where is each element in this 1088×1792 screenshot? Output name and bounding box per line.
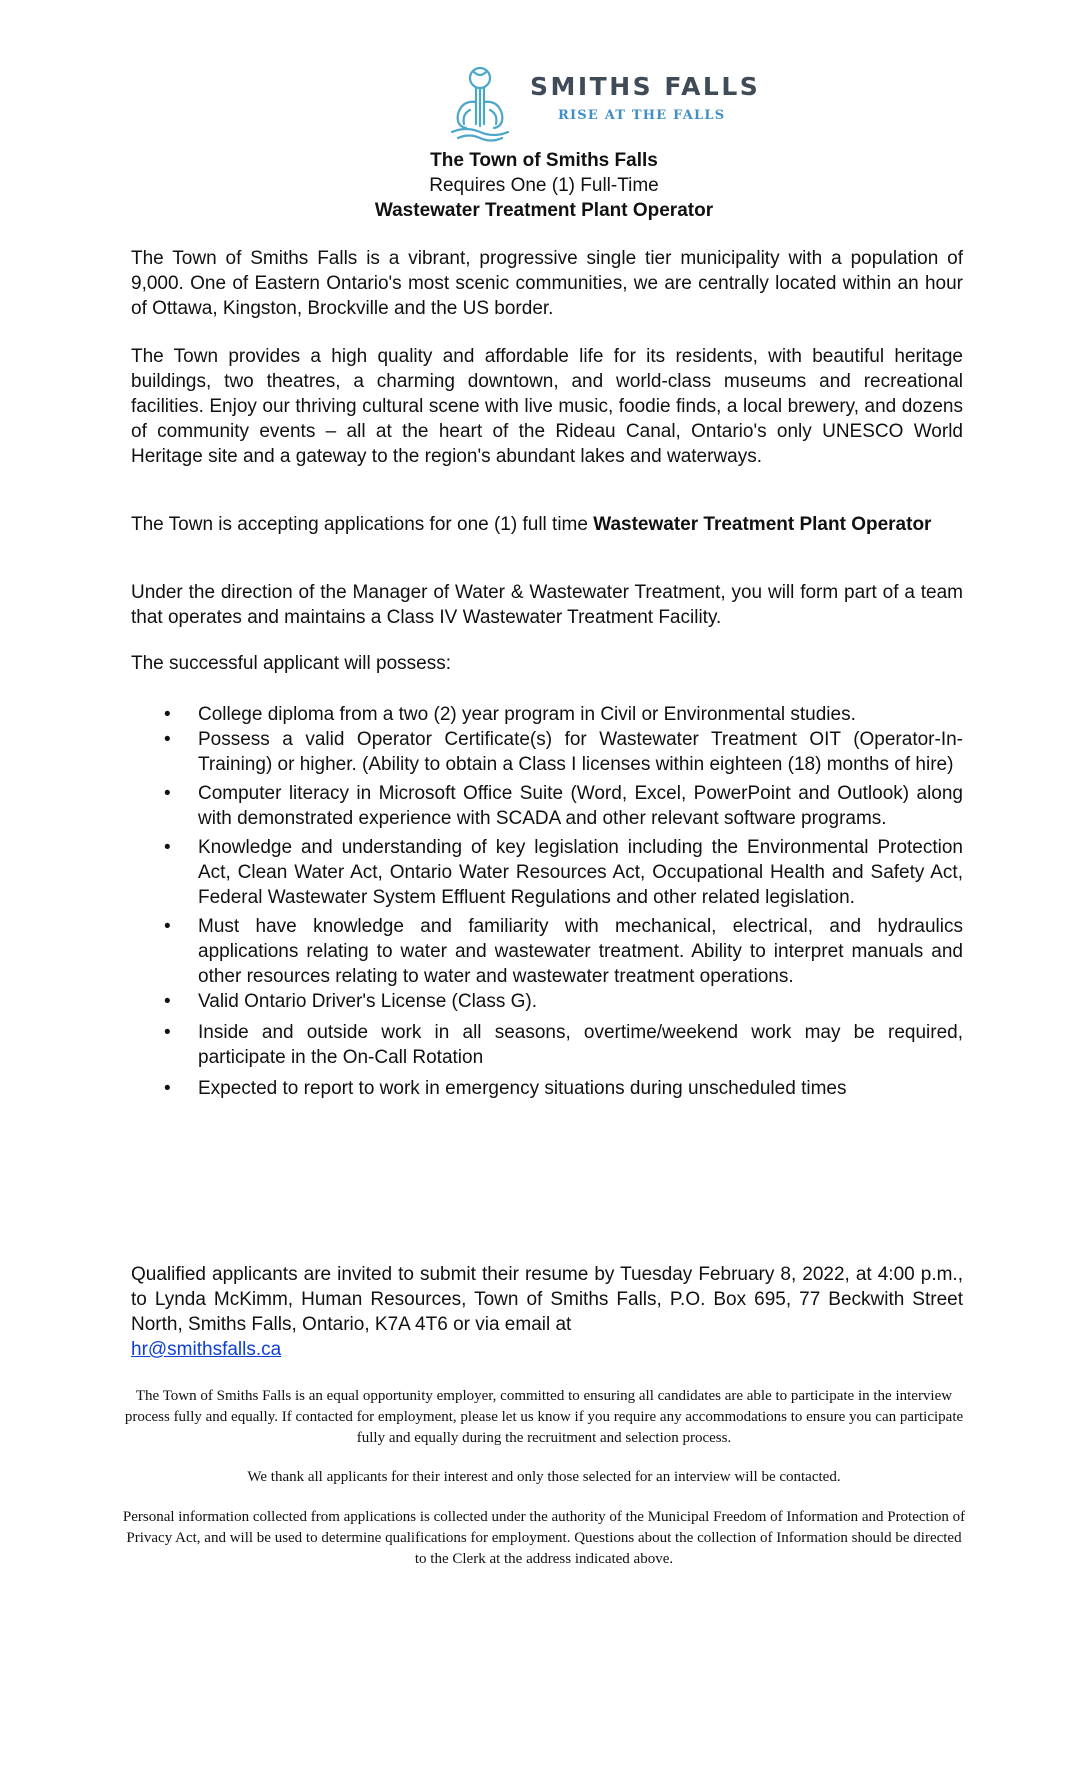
requirement-item: • Possess a valid Operator Certificate(s) for Wastewater Treatment OIT (Operator-In-Training) or higher. (Ability to obtain a Class I licenses within eighteen (18) months of hire) bbox=[131, 727, 963, 777]
equal-opportunity-statement: The Town of Smiths Falls is an equal opportunity employer, committed to ensuring all candidates are able to participate in the interview process fully and equally. If contacted for employment, please let us know if you require any accommodations to ensure you can participate fully and equally during the recruitment and selection process. bbox=[124, 1388, 964, 1446]
logo-tagline: RISE AT THE FALLS bbox=[558, 108, 726, 123]
requirement-item: • Knowledge and understanding of key legislation including the Environmental Protection Act, Clean Water Act, Ontario Water Resources Act, Occupational Health and Safety Act, Federal Wastewater System Effluent Regulations and other related legislation. bbox=[131, 835, 963, 910]
requirement-item: • Must have knowledge and familiarity with mechanical, electrical, and hydraulics applications relating to water and wastewater treatment. Ability to interpret manuals and other resources relating to water and wastewater treatment operations. bbox=[131, 914, 963, 989]
requirement-item: • Inside and outside work in all seasons, overtime/weekend work may be required, participate in the On-Call Rotation bbox=[131, 1020, 963, 1070]
requirement-item: • Computer literacy in Microsoft Office Suite (Word, Excel, PowerPoint and Outlook) along with demonstrated experience with SCADA and other relevant software programs. bbox=[131, 781, 963, 831]
requirement-item: • College diploma from a two (2) year program in Civil or Environmental studies. bbox=[131, 702, 963, 727]
requirement-item: • Expected to report to work in emergency situations during unscheduled times bbox=[131, 1076, 963, 1101]
accepting-position: Wastewater Treatment Plant Operator bbox=[593, 514, 932, 535]
about-paragraph: The Town provides a high quality and affordable life for its residents, with beautiful heritage buildings, two theatres, a charming downtown, and world-class museums and recreational facilities. Enjoy our thriving cultural scene with live music, foodie finds, a local brewery, and dozens of community events – all at the heart of the Rideau Canal, Ontario's only UNESCO World Heritage site and a gateway to the region's abundant lakes and waterways. bbox=[131, 346, 963, 467]
hr-email-link[interactable]: hr@smithsfalls.ca bbox=[131, 1339, 282, 1360]
town-logo bbox=[440, 58, 761, 148]
requirements-intro: The successful applicant will possess: bbox=[131, 653, 451, 674]
heading-town: The Town of Smiths Falls bbox=[430, 150, 658, 171]
thanks-statement: We thank all applicants for their interest and only those selected for an interview will be contacted. bbox=[247, 1469, 841, 1485]
privacy-statement: Personal information collected from applications is collected under the authority of the Municipal Freedom of Information and Protection of Privacy Act, and will be used to determine qualifications for employment. Questions about the collection of Information should be directed to the Clerk at the address indicated above. bbox=[122, 1509, 966, 1567]
accepting-paragraph bbox=[131, 512, 963, 537]
logo-title: SMITHS FALLS bbox=[530, 72, 761, 101]
heading-requires: Requires One (1) Full-Time bbox=[429, 175, 659, 196]
accepting-text: The Town is accepting applications for one (1) full time bbox=[131, 514, 594, 535]
apply-paragraph bbox=[131, 1262, 963, 1362]
direction-paragraph: Under the direction of the Manager of Water & Wastewater Treatment, you will form part of a team that operates and maintains a Class IV Wastewater Treatment Facility. bbox=[131, 582, 963, 628]
smiths-falls-emblem-icon bbox=[440, 62, 520, 142]
heading-position: Wastewater Treatment Plant Operator bbox=[374, 200, 714, 221]
requirements-list bbox=[131, 702, 963, 1101]
requirement-item: • Valid Ontario Driver's License (Class G). bbox=[131, 989, 963, 1014]
intro-paragraph: The Town of Smiths Falls is a vibrant, progressive single tier municipality with a population of 9,000. One of Eastern Ontario's most scenic communities, we are centrally located within an hour of Ottawa, Kingston, Brockville and the US border. bbox=[131, 248, 963, 319]
apply-text: Qualified applicants are invited to submit their resume by Tuesday February 8, 2022, at 4:00 p.m., to Lynda McKimm, Human Resources, Town of Smiths Falls, P.O. Box 695, 77 Beckwith Street North, Smiths Falls, Ontario, K7A 4T6 or via email at bbox=[131, 1264, 963, 1335]
